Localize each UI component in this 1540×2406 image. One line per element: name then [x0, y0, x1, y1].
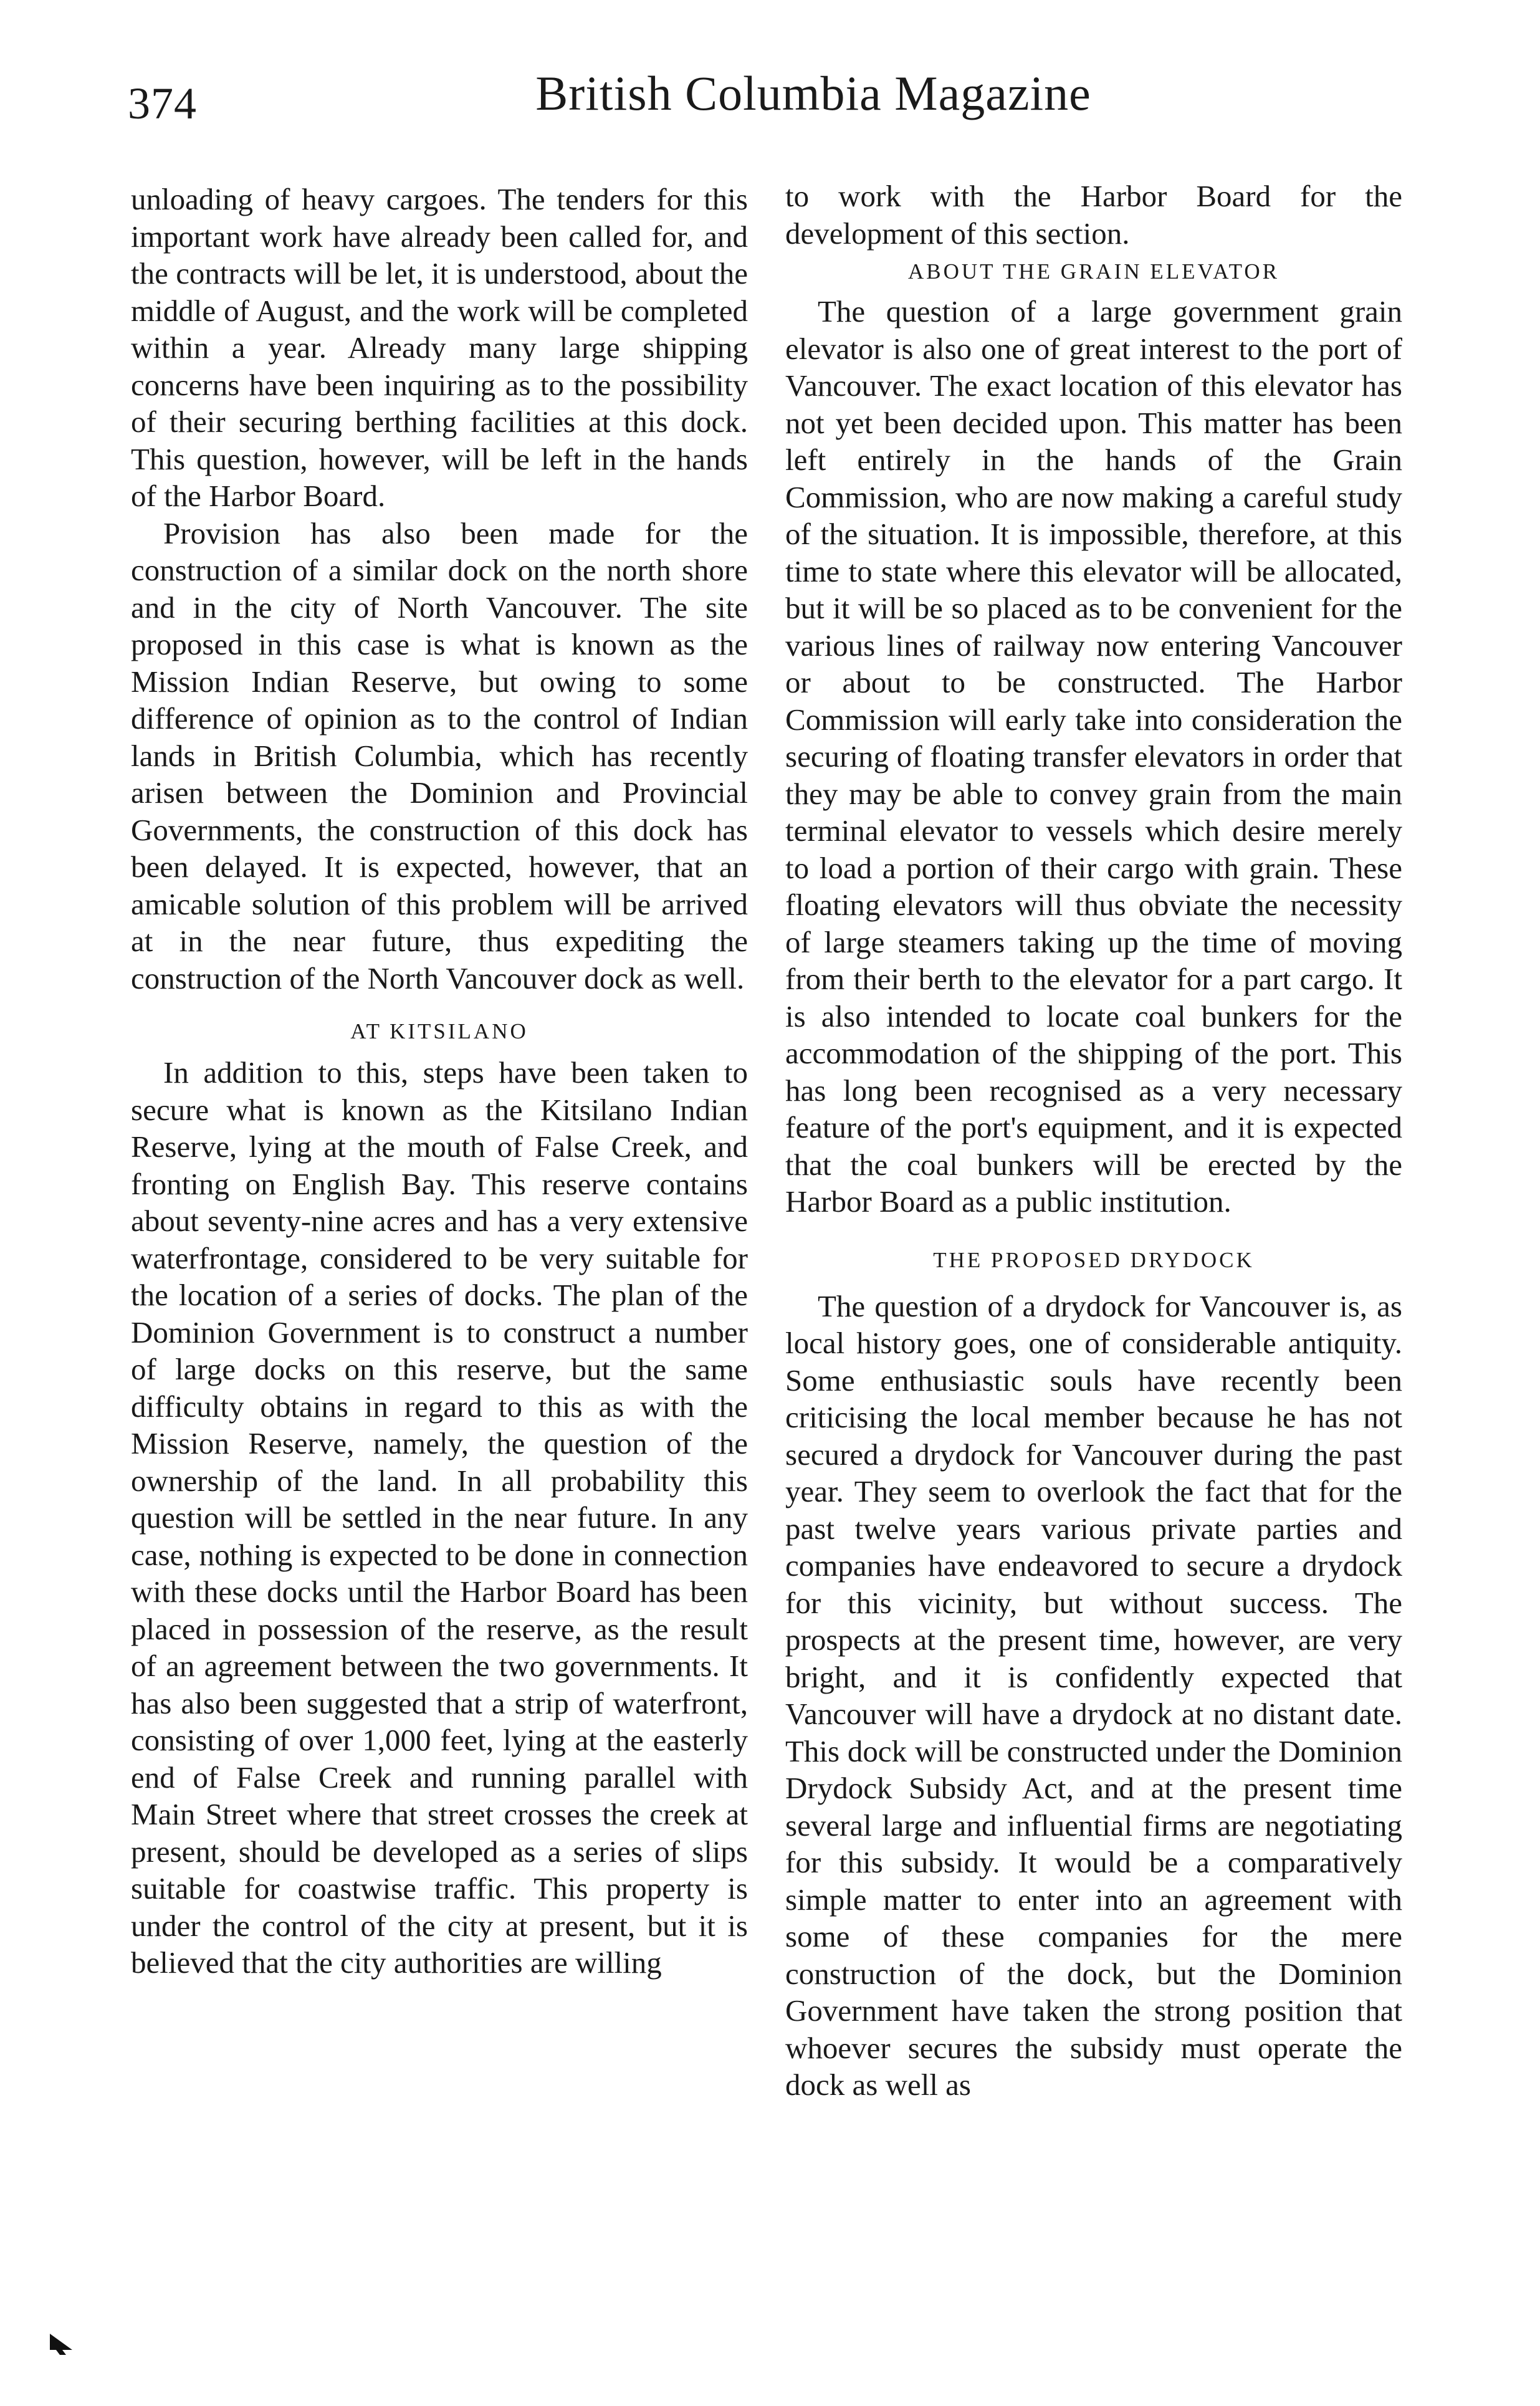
page-number: 374: [128, 79, 197, 128]
left-column: [131, 181, 748, 1982]
body-paragraph: to work with the Harbor Board for the development of this section.: [785, 179, 1402, 251]
page-header: [128, 65, 1427, 134]
body-paragraph: unloading of heavy cargoes. The tenders for this important work have already been called for, and the contracts will be let, it is understood, about the middle of August, and the work will be completed within a year. Already many large shipping concerns have been inquiring as to the possibility of their securing berthing facilities at this dock. This question, however, will be left in the hands of the Harbor Board.: [131, 182, 748, 513]
section-heading-grain-elevator: ABOUT THE GRAIN ELEVATOR: [907, 259, 1280, 284]
body-paragraph: In addition to this, steps have been taken to secure what is known as the Kitsilano Indian Reserve, lying at the mouth of False Creek, and fronting on English Bay. This reserve contains about seventy-nine acres and has a very extensive waterfrontage, considered to be very suitable for the location of a series of docks. The plan of the Dominion Government is to construct a number of large docks on this reserve, but the same difficulty obtains in regard to this as with the Mission Reserve, namely, the question of the ownership of the land. In all probability this question will be settled in the near future. In any case, nothing is expected to be done in connection with these docks until the Harbor Board has been placed in possession of the reserve, as the result of an agreement between the two governments. It has also been suggested that a strip of waterfront, consisting of over 1,000 feet, lying at the easterly end of False Creek and running parallel with Main Street where that street crosses the creek at present, should be developed as a series of slips suitable for coastwise traffic. This property is under the control of the city at present, but it is believed that the city authorities are willing: [131, 1055, 748, 1980]
body-paragraph: The question of a large government grain elevator is also one of great interest to the port of Vancouver. The exact location of this elevator has not yet been decided upon. This matter has been left entirely in the hands of the Grain Commission, who are now making a careful study of the situation. It is impossible, therefore, at this time to state where this elevator will be allocated, but it will be so placed as to be convenient for the various lines of railway now entering Vancouver or about to be constructed. The Harbor Commission will early take into consideration the securing of floating transfer elevators in order that they may be able to convey grain from the main terminal elevator to vessels which desire merely to load a portion of their cargo with grain. These floating elevators will thus obviate the necessity of large steamers taking up the time of moving from their berth to the elevator for a part cargo. It is also intended to locate coal bunkers for the accommodation of the shipping of the port. This has long been recognised as a very necessary feature of the port's equipment, and it is expected that the coal bunkers will be erected by the Harbor Board as a public institution.: [785, 294, 1402, 1219]
right-column: [785, 178, 1402, 2104]
body-paragraph: Provision has also been made for the construction of a similar dock on the north shore and in the city of North Vancouver. The site proposed in this case is what is known as the Mission Indian Reserve, but owing to some difference of opinion as to the control of Indian lands in British Columbia, which has recently arisen between the Dominion and Provincial Governments, the construction of this dock has been delayed. It is expected, however, that an amicable solution of this problem will be arrived at in the near future, thus expediting the construction of the North Vancouver dock as well.: [131, 515, 748, 995]
page-corner-arrow-icon: [49, 2331, 74, 2356]
section-heading-drydock: THE PROPOSED DRYDOCK: [933, 1247, 1255, 1272]
running-title: British Columbia Magazine: [535, 66, 1091, 120]
body-paragraph: The question of a drydock for Vancouver is, as local history goes, one of considerable antiquity. Some enthusiastic souls have recently been criticising the local member because he has not secured a drydock for Vancouver during the past year. They seem to overlook the fact that for the past twelve years various private parties and companies have endeavored to secure a drydock for this vicinity, but without success. The prospects at the present time, however, are very bright, and it is confidently expected that Vancouver will have a drydock at no distant date. This dock will be constructed under the Dominion Drydock Subsidy Act, and at the present time several large and influential firms are negotiating for this subsidy. It would be a comparatively simple matter to enter into an agreement with some of these companies for the mere construction of the dock, but the Dominion Government have taken the strong position that whoever secures the subsidy must operate the dock as well as: [785, 1288, 1402, 2102]
section-heading-kitsilano: AT KITSILANO: [350, 1019, 528, 1043]
